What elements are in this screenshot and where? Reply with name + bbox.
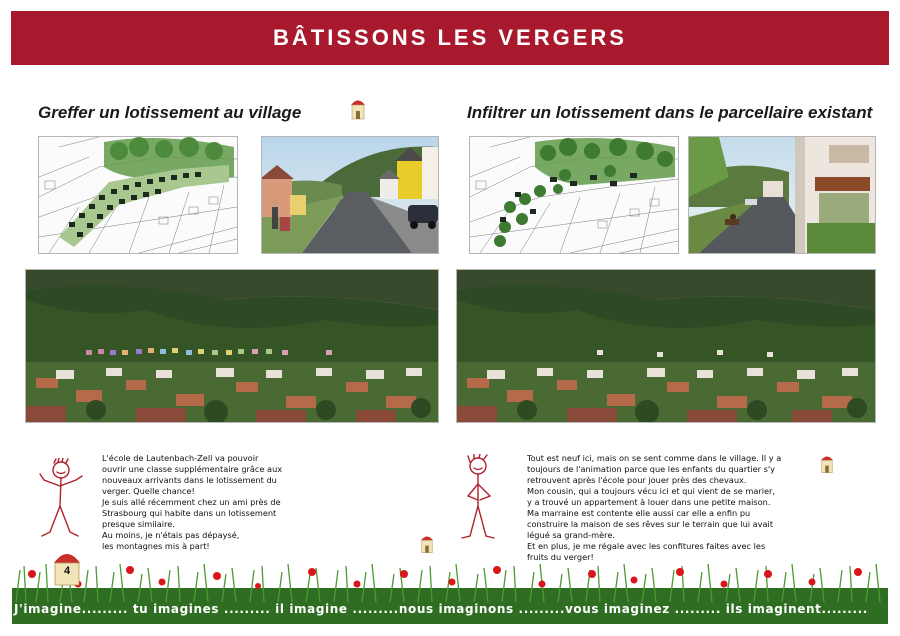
house-icon	[350, 96, 366, 120]
story-line: verger. Quelle chance!	[102, 486, 195, 496]
left-panorama-photo	[25, 269, 439, 423]
page-title: BÂTISSONS LES VERGERS	[273, 25, 627, 50]
left-section-heading: Greffer un lotissement au village	[38, 103, 302, 122]
story-line: Au moins, je n'étais pas dépaysé,	[102, 530, 240, 540]
right-section-heading: Infiltrer un lotissement dans le parcellaire existant	[467, 103, 873, 122]
stick-figure-boy-icon	[28, 458, 90, 538]
stick-figure-girl-icon	[452, 454, 508, 542]
left-street-photo	[261, 136, 439, 254]
story-line: Strasbourg qui habite dans un lotissement	[102, 508, 277, 518]
house-icon	[420, 532, 434, 554]
footer-caption: J'imagine......... tu imagines ......... il imagine .........nous imaginons .........vous imaginez ......... ils imaginent.........	[14, 602, 868, 616]
left-story-text	[102, 453, 302, 552]
story-line: légué sa grand-mère.	[527, 530, 615, 540]
story-line: ouvrir une classe supplémentaire grâce aux	[102, 464, 283, 474]
story-line: les montagnes mis à part!	[102, 541, 210, 551]
right-panorama-photo	[456, 269, 876, 423]
right-site-plan	[469, 136, 679, 254]
page-number: 4	[63, 565, 71, 577]
story-line: fruits du verger!	[527, 552, 594, 562]
right-story-text	[527, 453, 827, 563]
story-line: Mon cousin, qui a toujours vécu ici et qui vient de se marier,	[527, 486, 775, 496]
story-line: y a trouvé un appartement à louer dans une petite maison.	[527, 497, 771, 507]
story-line: Je suis allé récemment chez un ami près de	[102, 497, 281, 507]
story-line: Tout est neuf ici, mais on se sent comme dans le village. Il y a	[527, 453, 782, 463]
story-line: nouveaux arrivants dans le lotissement du	[102, 475, 277, 485]
story-line: Ma marraine est contente elle aussi car elle a enfin pu	[527, 508, 751, 518]
title-banner	[11, 11, 889, 65]
story-line: construire la maison de ses rêves sur le terrain que lui avait	[527, 519, 774, 529]
right-street-photo	[688, 136, 876, 254]
story-line: presque similaire.	[102, 519, 175, 529]
story-line: Et en plus, je me régale avec les confitures faites avec les	[527, 541, 766, 551]
story-line: retrouvent après l'école pour jouer près des chevaux.	[527, 475, 747, 485]
left-site-plan	[38, 136, 238, 254]
story-line: L'école de Lautenbach-Zell va pouvoir	[102, 453, 259, 463]
story-line: toujours de l'animation parce que les enfants du quartier s'y	[527, 464, 775, 474]
page-number-badge	[52, 547, 82, 587]
